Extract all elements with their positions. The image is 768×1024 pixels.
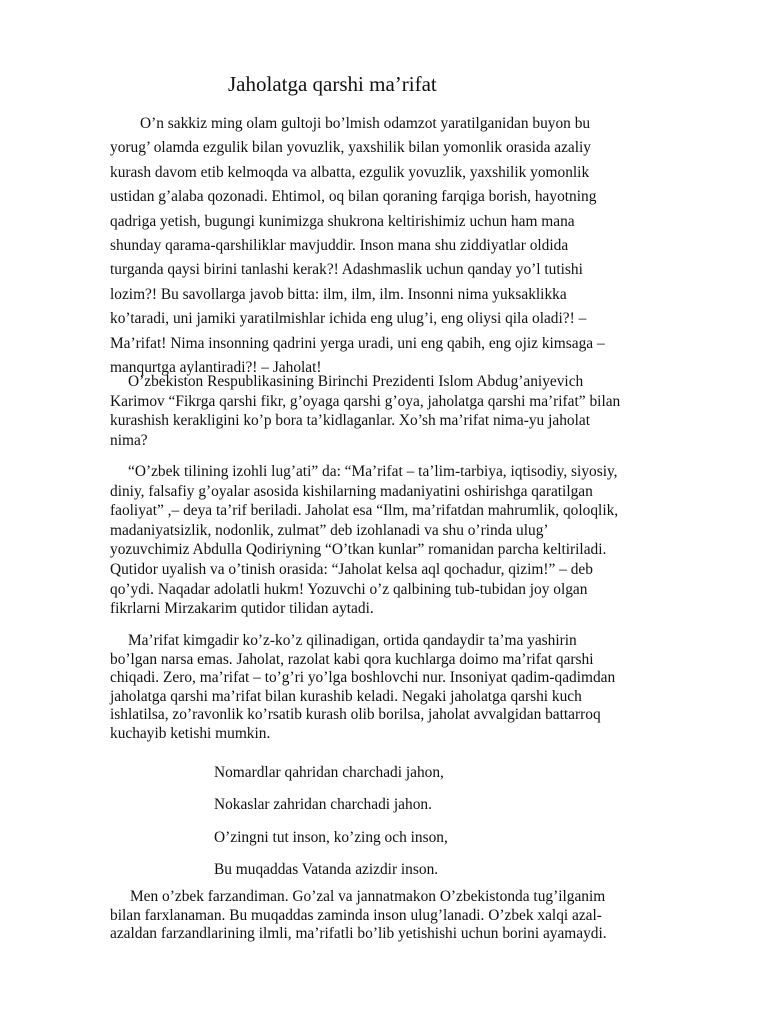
poem-line: O’zingni tut inson, ko’zing och inson, (214, 828, 448, 846)
paragraph-dictionary-definition (110, 462, 690, 619)
text-line: O’n sakkiz ming olam gultoji bo’lmish odamzot yaratilganidan buyon bu (140, 115, 591, 132)
text-line: madaniyatsizlik, nodonlik, zulmat” deb izohlanadi va shu o’rinda ulug’ (110, 521, 549, 539)
text-line: chiqadi. Zero, ma’rifat – to’g’ri yo’lga boshlovchi nur. Insoniyat qadim-qadimdan (110, 669, 616, 686)
text-line: turganda qaysi birini tanlashi kerak?! Adashmaslik uchun qanday yo’l tutishi (110, 261, 583, 279)
text-line: bo’lgan narsa emas. Jaholat, razolat kabi qora kuchlarga doimo ma’rifat qarshi (110, 650, 594, 668)
paragraph-president-quote (110, 372, 690, 450)
text-line: O’zbekiston Respublikasining Birinchi Prezidenti Islom Abdug’aniyevich (128, 373, 584, 390)
text-line: lozim?! Bu savollarga javob bitta: ilm, ilm, ilm. Insonni nima yuksaklikka (110, 285, 567, 303)
text-line: kurashish kerakligini ko’p bora ta’kidlaganlar. Xo’sh ma’rifat nima-yu jaholat (110, 412, 590, 429)
text-line: Ma’rifat kimgadir ko’z-ko’z qilinadigan, ortida qandaydir ta’ma yashirin (128, 632, 577, 649)
text-line: “O’zbek tilining izohli lug’ati” da: “Ma’rifat – ta’lim-tarbiya, iqtisodiy, siyosiy, (128, 463, 618, 480)
paragraph-enlightenment (110, 632, 690, 743)
text-line: qadriga yetish, bugungi kunimizga shukrona keltirishimiz uchun ham mana (110, 212, 575, 230)
poem-line: Nomardlar qahridan charchadi jahon, (214, 764, 444, 781)
text-line: ustidan g’alaba qozonadi. Ehtimol, oq bilan qoraning farqiga borish, hayotning (110, 188, 597, 206)
text-line: fikrlarni Mirzakarim qutidor tilidan aytadi. (110, 600, 374, 618)
document-title: Jaholatga qarshi ma’rifat (228, 72, 437, 96)
text-line: shunday qarama-qarshiliklar mavjuddir. Inson mana shu ziddiyatlar oldida (110, 237, 569, 255)
text-line: kuchayib ketishi mumkin. (110, 724, 271, 742)
text-line: bilan farxlanaman. Bu muqaddas zaminda inson ulug’lanadi. O’zbek xalqi azal- (110, 906, 602, 924)
text-line: manqurtga aylantiradi?! – Jaholat! (110, 359, 322, 377)
text-line: Karimov “Fikrga qarshi fikr, g’oyaga qarshi g’oya, jaholatga qarshi ma’rifat” bilan (110, 392, 621, 410)
text-line: Qutidor uyalish va o’tinish orasida: “Jaholat kelsa aql qochadur, qizim!” – deb (110, 560, 593, 578)
paragraph-conclusion (110, 888, 690, 944)
text-line: azaldan farzandlarining ilmli, ma’rifatli bo’lib yetishishi uchun borini ayamaydi. (110, 925, 607, 943)
text-line: ko’taradi, uni jamiki yaratilmishlar ichida eng ulug’i, eng oliysi qila oladi?! – (110, 310, 587, 328)
text-line: yorug’ olamda ezgulik bilan yovuzlik, yaxshilik bilan yomonlik orasida azaliy (110, 139, 591, 157)
text-line: qo’ydi. Naqadar adolatli hukm! Yozuvchi o’z qalbining tub-tubidan joy olgan (110, 580, 588, 598)
text-line: Ma’rifat! Nima insonning qadrini yerga uradi, uni eng qabih, eng ojiz kimsaga – (110, 334, 605, 352)
text-line: kurash davom etib kelmoqda va albatta, ezgulik yovuzlik, yaxshilik yomonlik (110, 163, 590, 181)
poem-line: Nokaslar zahridan charchadi jahon. (214, 796, 432, 814)
text-line: faoliyat” ,– deya ta’rif beriladi. Jaholat esa “Ilm, ma’rifatdan mahrumlik, qoloqlik, (110, 502, 619, 520)
paragraph-intro (110, 112, 690, 380)
text-line: ishlatilsa, zo’ravonlik ko’rsatib kurash olib borilsa, jaholat avvalgidan battarroq (110, 706, 601, 723)
text-line: diniy, falsafiy g’oyalar asosida kishilarning madaniyatini oshirishga qaratilgan (110, 482, 593, 500)
poem-stanza (214, 763, 448, 892)
text-line: yozuvchimiz Abdulla Qodiriyning “O’tkan kunlar” romanidan parcha keltiriladi. (110, 541, 607, 559)
poem-line: Bu muqaddas Vatanda azizdir inson. (214, 860, 439, 878)
text-line: jaholatga qarshi ma’rifat bilan kurashib keladi. Negaki jaholatga qarshi kuch (110, 687, 582, 705)
text-line: nima? (110, 431, 148, 449)
text-line: Men o’zbek farzandiman. Go’zal va jannatmakon O’zbekistonda tug’ilganim (130, 888, 606, 905)
